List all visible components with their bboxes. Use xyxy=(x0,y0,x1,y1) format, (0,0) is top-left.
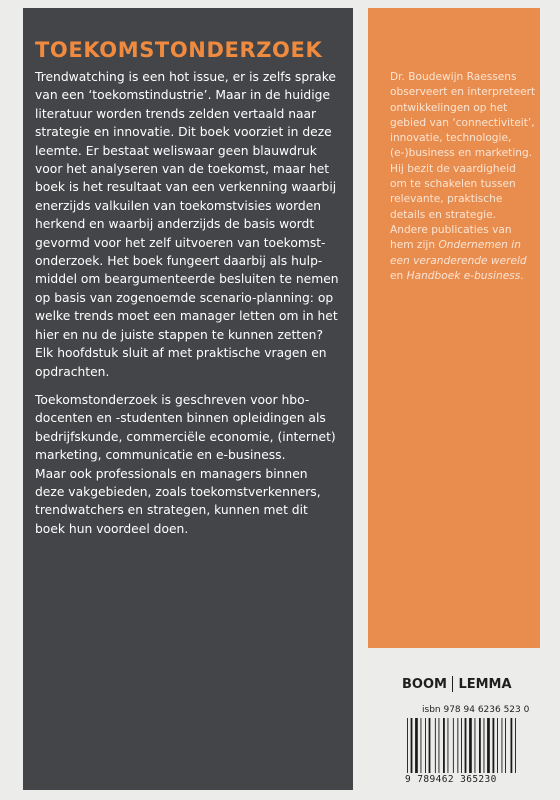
isbn-label: isbn 978 94 6236 523 0 xyxy=(422,705,530,715)
author-bio xyxy=(390,70,538,284)
publisher-logo-right: LEMMA xyxy=(458,676,512,692)
publisher-logo-left: BOOM xyxy=(402,676,447,692)
description-panel xyxy=(23,8,353,790)
publication-title-1: Ondernemen in een veranderende wereld xyxy=(390,239,527,267)
publication-title-2: Handboek e-business xyxy=(406,269,521,282)
author-bio-text: Dr. Boudewijn Raessens observeert en interpreteert ontwikkelingen op het gebied van ‘connectiviteit’, innovatie, technologie, (e-)business en marketing. Hij bezit de vaardigheid om te schakelen tussen relevante, praktische details en strategie. Andere publicaties van hem zijn xyxy=(390,71,536,252)
barcode-digits: 9 789462 365230 xyxy=(405,774,497,785)
publisher-logo xyxy=(402,675,512,693)
description-paragraph-1: Trendwatching is een hot issue, er is zelfs sprake van een ‘toekomstindustrie’. Maar in de huidige literatuur worden trends zelden vertaald naar strategie en innovatie. Dit boek voorziet in deze leemte. Er bestaat weliswaar geen blauwdruk voor het analyseren van de toekomst, maar het boek is het resultaat van een verkenning waarbij enerzijds valkuilen van toekomstvisies worden herkend en waarbij anderzijds de basis wordt gevormd voor het zelf uitvoeren van toekomst- onderzoek. Het boek fungeert daarbij als hulp- middel om beargumenteerde besluiten te nemen op basis van zogenoemde scenario-planning: op welke trends moet een manager letten om in het hier en nu de juiste stappen te kunnen zetten? Elk hoofdstuk sluit af met praktische vragen en opdrachten. xyxy=(35,70,339,379)
logo-divider xyxy=(452,676,454,692)
author-panel xyxy=(368,8,540,648)
book-title: TOEKOMSTONDERZOEK xyxy=(35,38,323,62)
author-bio-connector: en xyxy=(390,269,404,282)
barcode-icon xyxy=(405,718,525,773)
description-paragraph-2: Toekomstonderzoek is geschreven voor hbo- docenten en -studenten binnen opleidingen als bedrijfskunde, commerciële economie, (internet) marketing, communicatie en e-business. Maar ook professionals en managers binnen deze vakgebieden, zoals toekomstverkenners, trendwatchers en strategen, kunnen met dit boek hun voordeel doen. xyxy=(35,393,336,536)
author-bio-end: . xyxy=(520,269,524,282)
